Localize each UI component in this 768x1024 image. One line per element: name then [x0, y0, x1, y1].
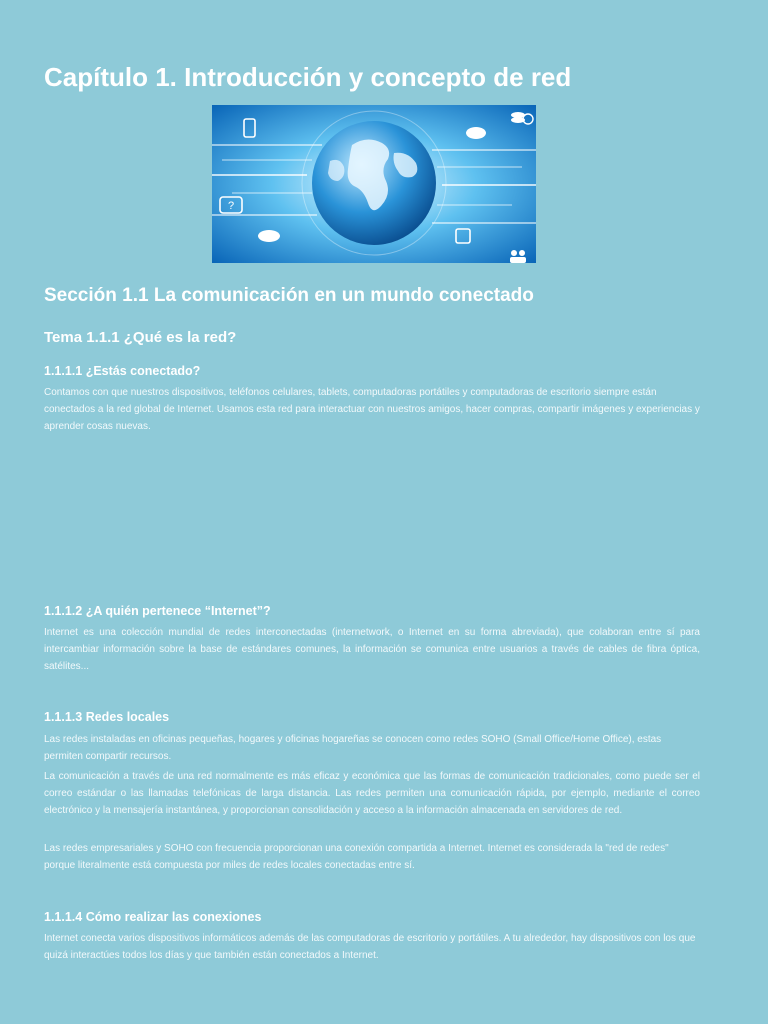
- subsection-title-1: 1.1.1.1 ¿Estás conectado?: [44, 364, 201, 378]
- subsection-3-paragraph-3: Las redes empresariales y SOHO con frecuencia proporcionan una conexión compartida a Internet. Internet es considerada la "red de redes" porque literalmente está compuesta por miles de redes locales conectadas entre sí.: [44, 843, 669, 871]
- subsection-title-4: 1.1.1.4 Cómo realizar las conexiones: [44, 910, 262, 924]
- subsection-3-paragraph-1: Las redes instaladas en oficinas pequeñas, hogares y oficinas hogareñas se conocen como redes SOHO (Small Office/Home Office), estas permiten compartir recursos.: [44, 734, 662, 762]
- subsection-3-paragraph-2: La comunicación a través de una red normalmente es más eficaz y económica que las formas de comunicación tradicionales, como puede ser el correo estándar o las llamadas telefónicas de larga distancia. Las redes permiten una comunicación rápida, por ejemplo, mediante el correo electrónico y la mensajería instantánea, y proporcionan consolidación y acceso a la información almacenada en servidores de red.: [44, 771, 700, 816]
- subsection-4-paragraph: Internet conecta varios dispositivos informáticos además de las computadoras de escritorio y portátiles. A tu alrededor, hay dispositivos con los que quizá interactúes todos los días y que también están conectados a Internet.: [44, 933, 696, 961]
- subsection-title-2: 1.1.1.2 ¿A quién pertenece “Internet”?: [44, 604, 271, 618]
- chapter-title: Capítulo 1. Introducción y concepto de red: [44, 62, 572, 92]
- globe-network-image: [212, 105, 536, 263]
- section-title: Sección 1.1 La comunicación en un mundo conectado: [44, 285, 534, 306]
- subsection-title-3: 1.1.1.3 Redes locales: [44, 710, 170, 724]
- topic-title: Tema 1.1.1 ¿Qué es la red?: [44, 329, 237, 346]
- subsection-2-paragraph: Internet es una colección mundial de redes interconectadas (internetwork, o Internet en su forma abreviada), que colaboran entre sí para intercambiar información sobre la base de estándares comunes, la información se comunica entre usuarios a través de cables de fibra óptica, satélites...: [44, 627, 700, 672]
- globe-image: [212, 105, 536, 263]
- svg-text:?: ?: [227, 200, 235, 212]
- subsection-1-paragraph: Contamos con que nuestros dispositivos, teléfonos celulares, tablets, computadoras portátiles y computadoras de escritorio siempre están conectados a la red global de Internet. Usamos esta red para interactuar con nuestros amigos, hacer compras, compartir imágenes y experiencias y aprender cosas nuevas.: [44, 387, 700, 432]
